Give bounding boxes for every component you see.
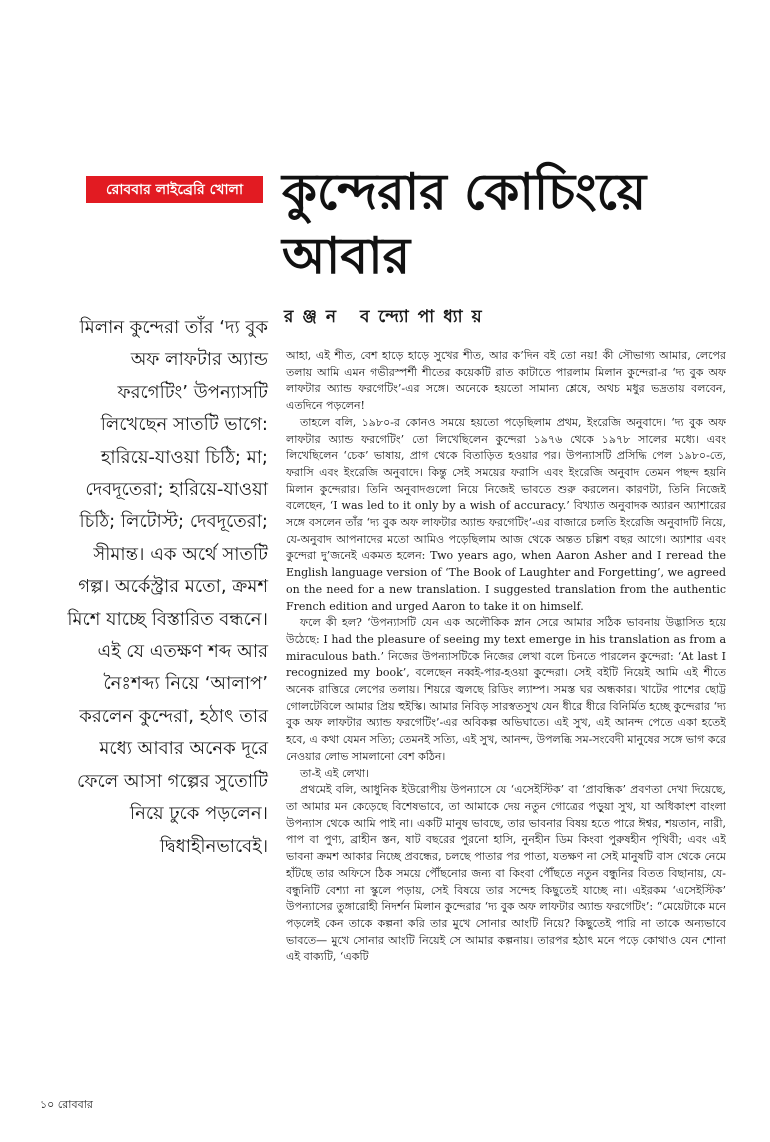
body-paragraph: তা-ই এই লেখা। bbox=[300, 766, 369, 780]
headline-line-2: আবার bbox=[282, 227, 411, 285]
body-paragraph: ফলে কী হল? ‘উপন্যাসটি যেন এক অলৌকিক স্নান সেরে আমার সঠিক ভাবনায় উদ্ভাসিত হয়ে উঠেছে: I had the pleasure of seeing my text emerge in his translation as from a miraculous bath.’ নিজের উপন্যাসটিকে নিজের লেখা বলে চিনতে পারলেন কুন্দেরা: ‘At last I recognized my book’, বলেছেন নব্বই-পার-হওয়া কুন্দেরা। সেই বইটি নিয়েই আমি এই শীতে অনেক রাত্তিরে লেপের তলায়। শিয়রে জ্বলছে রিডিং ল্যাম্প। সমস্ত ঘর অন্ধকার। খাটের পাশের ছোট্ট গোলটেবিলে আমার প্রিয় হুইস্কি। আমার নিবিড় সারস্বতসুখ যেন ধীরে ধীরে বিনির্মিত হচ্ছে কুন্দেরার ‘দ্য বুক অফ লাফটার অ্যান্ড ফরগেটিং’-এর অবিকল্প অভিঘাতে। এই সুখ, এই আনন্দ পেতে একা হতেই হবে, এ কথা যেমন সত্যি; তেমনই সত্যি, এই সুখ, আনন্দ, উপলব্ধি সম-সংবেদী মানুষের সঙ্গে ভাগ করে নেওয়ার লোভ সামলানো বেশ কঠিন। bbox=[286, 616, 726, 763]
page-folio: ১০ রোববার bbox=[40, 1098, 93, 1111]
headline-line-1: কুন্দেরার কোচিংয়ে bbox=[282, 163, 647, 221]
byline: রঞ্জন বন্দ্যোপাধ্যায় bbox=[284, 307, 491, 327]
article-body bbox=[286, 348, 726, 1068]
body-paragraph: আহা, এই শীত, বেশ হাড়ে হাড়ে সুখের শীত, আর ক’দিন বই তো নয়! কী সৌভাগ্য আমার, লেপের তলায় আমি এমন গভীরস্পর্শী শীতের কয়েকটি রাত কাটাতে পারলাম মিলান কুন্দেরা-র ‘দ্য বুক অফ লাফটার অ্যান্ড ফরগেটিং’-এর সঙ্গে। অনেকে হয়তো সামান্য শ্লেষে, অথচ মধুর ভদ্রতায় বলবেন, এতদিনে পড়লেন! bbox=[286, 349, 726, 413]
pull-quote: মিলান কুন্দেরা তাঁর ‘দ্য বুক অফ লাফটার অ্যান্ড ফরগেটিং’ উপন্যাসটি লিখেছেন সাতটি ভাগে: হারিয়ে-যাওয়া চিঠি; মা; দেবদূতেরা; হারিয়ে-যাওয়া চিঠি; লিটোস্ট; দেবদূতেরা; সীমান্ত। এক অর্থে সাতটি গল্প। অর্কেস্ট্রার মতো, ক্রমশ মিশে যাচ্ছে বিস্তারিত বন্ধনে। এই যে এতক্ষণ শব্দ আর নৈঃশব্দ্য নিয়ে ‘আলাপ’ করলেন কুন্দেরা, হঠাৎ তার মধ্যে আবার অনেক দূরে ফেলে আসা গল্পের সুতোটি নিয়ে ঢুকে পড়লেন। দ্বিধাহীনভাবেই। bbox=[67, 317, 268, 857]
body-paragraph: প্রথমেই বলি, আধুনিক ইউরোপীয় উপন্যাসে যে ‘এসেইস্টিক’ বা ‘প্রাবন্ধিক’ প্রবণতা দেখা দিয়েছে, তা আমার মন কেড়েছে বিশেষভাবে, তা আমাকে দেয় নতুন গোত্রের পড়ুয়া সুখ, যা অধিকাংশ বাংলা উপন্যাস থেকে আমি পাই না। একটি মানুষ ভাবছে, তার ভাবনার বিষয় হতে পারে ঈশ্বর, শয়তান, নারী, পাপ বা পুণ্য, ব্রাহীন স্তন, ষাট বছরের পুরনো হাসি, নুনহীন ডিম কিংবা পুরুষহীন পৃথিবী; এবং এই ভাবনা ক্রমশ আকার নিচ্ছে প্রবন্ধের, চলছে পাতার পর পাতা, যতক্ষণ না সেই মানুষটি বাস থেকে নেমে হাঁটছে তার অফিসে ঠিক সময়ে পৌঁছনোর জন্য বা কিংবা পৌঁছতে নতুন বন্ধুনির বিতত বিছানায়, যে-বন্ধুনিটি বেশ্যা না স্কুলে পড়ায়, সেই বিষয়ে তার সন্দেহ কিছুতেই যাচ্ছে না। এইরকম ‘এসেইস্টিক’ উপন্যাসের তুঙ্গারোহী নিদর্শন মিলান কুন্দেরার ‘দ্য বুক অফ লাফটার অ্যান্ড ফরগেটিং’: “মেয়েটাকে মনে পড়লেই কেন তাকে কল্পনা করি তার মুখে সোনার আংটি নিয়ে? কিছুতেই পারি না তাকে অন্যভাবে ভাবতে— মুখে সোনার আংটি নিয়েই সে আমার কল্পনায়। তারপর হঠাৎ মনে পড়ে কোথাও যেন শোনা এই বাক্যটি, ‘একটি bbox=[286, 783, 726, 964]
headline bbox=[282, 160, 722, 288]
section-tag: রোববার লাইব্রেরি খোলা bbox=[86, 176, 263, 203]
body-paragraph: তাহলে বলি, ১৯৮০-র কোনও সময়ে হয়তো পড়েছিলাম প্রথম, ইংরেজি অনুবাদে। ‘দ্য বুক অফ লাফটার অ্যান্ড ফরগেটিং’ তো লিখেছিলেন কুন্দেরা ১৯৭৬ থেকে ১৯৭৮ সালের মধ্যে। এবং লিখেছিলেন ‘চেক’ ভাষায়, প্রাগ থেকে বিতাড়িত হওয়ার পর। উপন্যাসটি প্রসিদ্ধি পেল ১৯৮০-তে, ফরাসি এবং ইংরেজি অনুবাদে। কিন্তু সেই সময়ের ফরাসি এবং ইংরেজি অনুবাদ তেমন পছন্দ হয়নি মিলান কুন্দেরার। তিনি অনুবাদগুলো নিয়ে নিজেই ভাবতে শুরু করলেন। কারণটা, তিনি নিজেই বলেছেন, ‘I was led to it only by a wish of accuracy.’ বিখ্যাত অনুবাদক অ্যারন অ্যাশারের সঙ্গে বসলেন তাঁর ‘দ্য বুক অফ লাফটার অ্যান্ড ফরগেটিং’-এর বাজারে চলতি ইংরেজি অনুবাদটি নিয়ে, যে-অনুবাদ আপনাদের মতো আমিও পড়েছিলাম আজ থেকে অন্তত চল্লিশ বছর আগে। অ্যাশার এবং কুন্দেরা দু’জনেই একমত হলেন: Two years ago, when Aaron Asher and I reread the English language version of ‘The Book of Laughter and Forgetting’, we agreed on the need for a new translation. I suggested translation from the authentic French edition and urged Aaron to take it on himself. bbox=[286, 415, 726, 613]
